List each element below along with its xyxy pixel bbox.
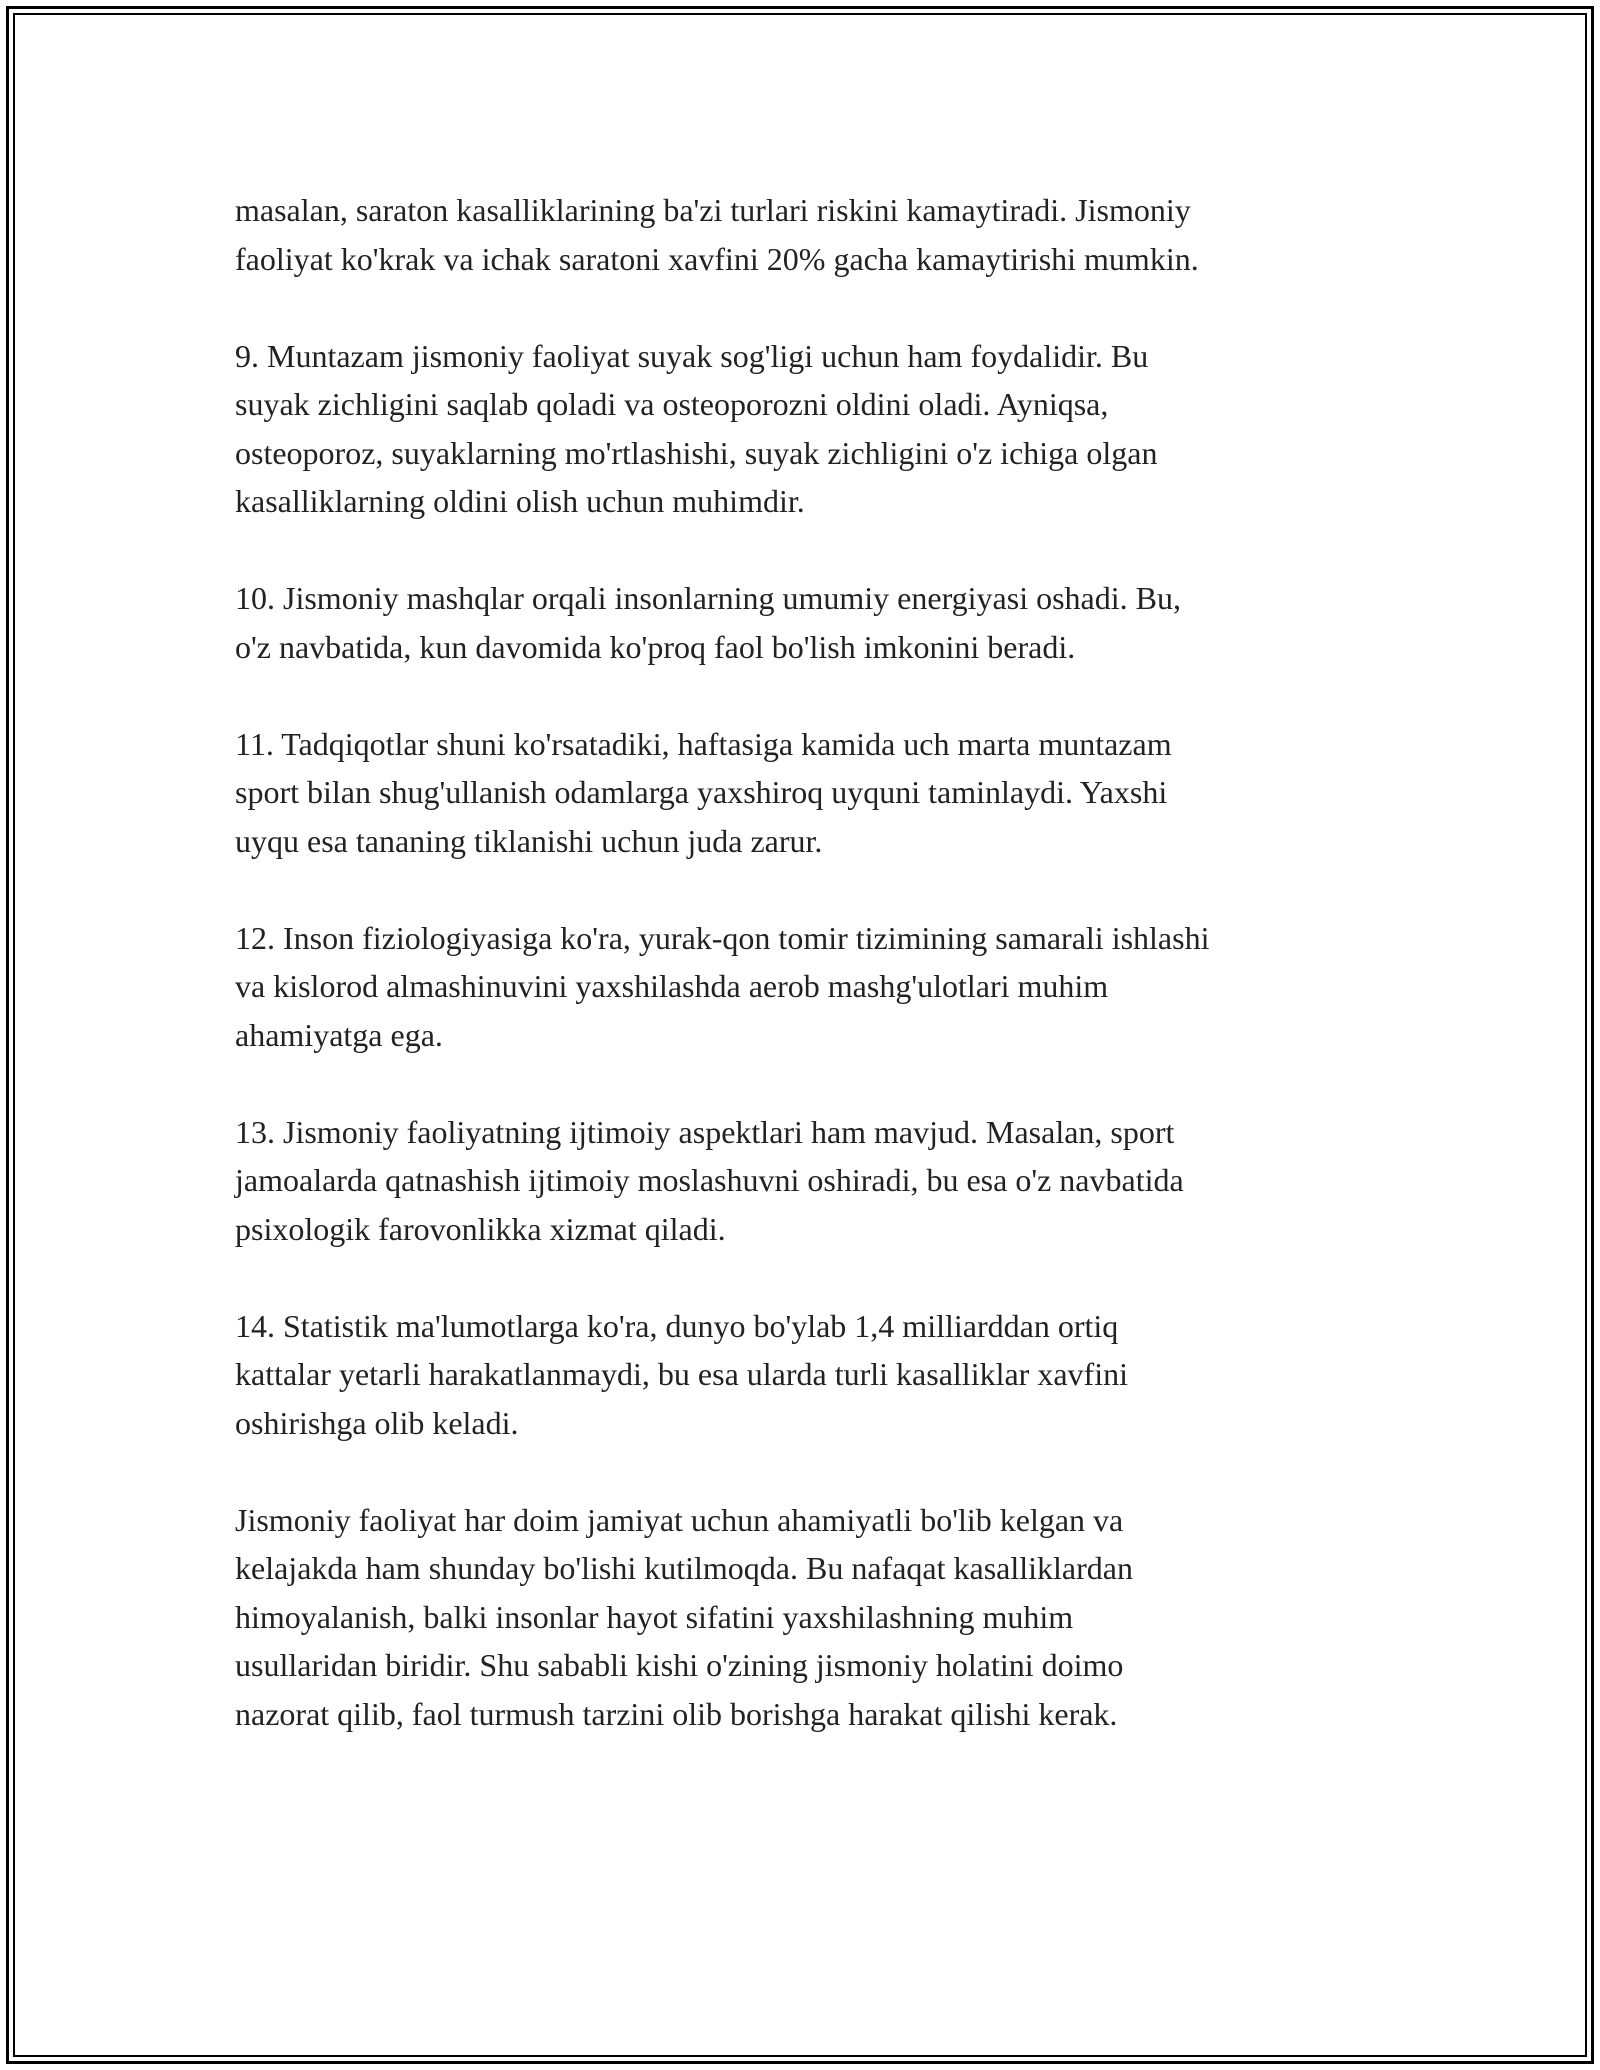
- text-line: kasalliklarning oldini olish uchun muhimdir.: [235, 483, 805, 519]
- text-line: faoliyat ko'krak va ichak saratoni xavfini 20% gacha kamaytirishi mumkin.: [235, 240, 1199, 277]
- paragraph-conclusion: [235, 1496, 1385, 1739]
- text-line: usullaridan biridir. Shu sababli kishi o'zining jismoniy holatini doimo: [235, 1647, 1124, 1683]
- text-line: ahamiyatga ega.: [235, 1016, 443, 1053]
- text-line: Jismoniy faoliyat har doim jamiyat uchun ahamiyatli bo'lib kelgan va: [235, 1501, 1124, 1538]
- text-line: sport bilan shug'ullanish odamlarga yaxshiroq uyquni taminlaydi. Yaxshi: [235, 774, 1168, 810]
- text-line: uyqu esa tananing tiklanishi uchun juda zarur.: [235, 822, 823, 859]
- text-line: 11. Tadqiqotlar shuni ko'rsatadiki, haftasiga kamida uch marta muntazam: [235, 725, 1172, 762]
- text-line: suyak zichligini saqlab qoladi va osteoporozni oldini oladi. Ayniqsa,: [235, 386, 1109, 422]
- paragraph-item-11: [235, 720, 1385, 866]
- text-line: 13. Jismoniy faoliyatning ijtimoiy aspektlari ham mavjud. Masalan, sport: [235, 1113, 1175, 1150]
- paragraph-item-12: [235, 914, 1385, 1060]
- document-body: [235, 186, 1385, 1787]
- paragraph-item-10: [235, 574, 1385, 671]
- text-line: nazorat qilib, faol turmush tarzini olib borishga harakat qilishi kerak.: [235, 1695, 1118, 1732]
- text-line: jamoalarda qatnashish ijtimoiy moslashuvni oshiradi, bu esa o'z navbatida: [235, 1162, 1184, 1198]
- text-line: himoyalanish, balki insonlar hayot sifatini yaxshilashning muhim: [235, 1598, 1074, 1635]
- paragraph-item-14: [235, 1302, 1385, 1448]
- text-line: 10. Jismoniy mashqlar orqali insonlarning umumiy energiyasi oshadi. Bu,: [235, 580, 1181, 616]
- text-line: 12. Inson fiziologiyasiga ko'ra, yurak-qon tomir tizimining samarali ishlashi: [235, 919, 1210, 956]
- paragraph-item-13: [235, 1108, 1385, 1254]
- text-line: 14. Statistik ma'lumotlarga ko'ra, dunyo bo'ylab 1,4 milliarddan ortiq: [235, 1307, 1119, 1344]
- text-line: va kislorod almashinuvini yaxshilashda aerob mashg'ulotlari muhim: [235, 968, 1109, 1004]
- paragraph-cancer-risk: [235, 186, 1385, 283]
- text-line: psixologik farovonlikka xizmat qiladi.: [235, 1210, 726, 1247]
- text-line: kelajakda ham shunday bo'lishi kutilmoqda. Bu nafaqat kasalliklardan: [235, 1550, 1133, 1586]
- text-line: kattalar yetarli harakatlanmaydi, bu esa ularda turli kasalliklar xavfini: [235, 1356, 1128, 1392]
- text-line: oshirishga olib keladi.: [235, 1404, 519, 1441]
- paragraph-item-9: [235, 332, 1385, 526]
- text-line: masalan, saraton kasalliklarining ba'zi turlari riskini kamaytiradi. Jismoniy: [235, 192, 1191, 228]
- text-line: osteoporoz, suyaklarning mo'rtlashishi, suyak zichligini o'z ichiga olgan: [235, 434, 1158, 471]
- text-line: o'z navbatida, kun davomida ko'proq faol bo'lish imkonini beradi.: [235, 628, 1076, 665]
- text-line: 9. Muntazam jismoniy faoliyat suyak sog'ligi uchun ham foydalidir. Bu: [235, 337, 1149, 374]
